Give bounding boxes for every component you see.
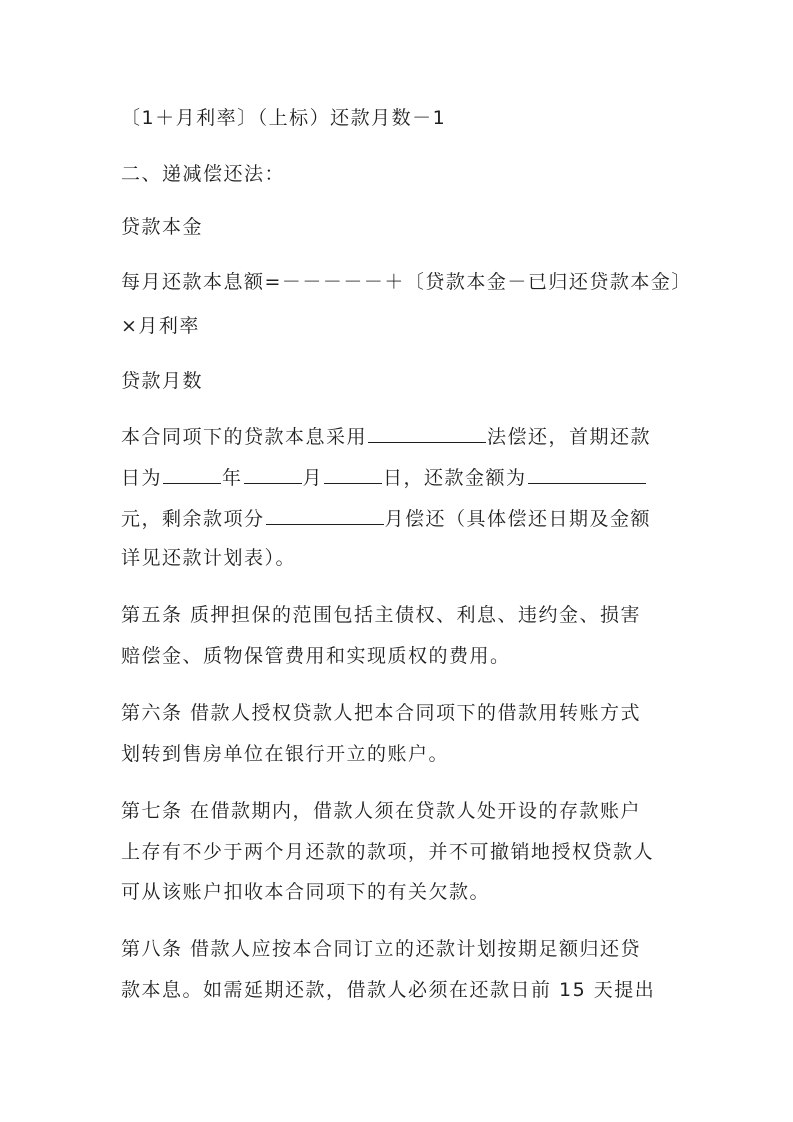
article-7-line: 上存有不少于两个月还款的款项，并不可撤销地授权贷款人	[121, 841, 655, 863]
article-7-line: 第七条 在借款期内，借款人须在贷款人处开设的存款账户	[121, 800, 642, 822]
text-segment: 元，剩余款项分	[121, 508, 265, 530]
formula-line: 〔1＋月利率〕（上标）还款月数－1	[121, 107, 447, 129]
day-blank[interactable]	[324, 465, 382, 484]
month-blank[interactable]	[244, 465, 302, 484]
article-6-line: 划转到售房单位在银行开立的账户。	[121, 743, 450, 765]
formula-line: ×月利率	[121, 315, 200, 337]
article-7-line: 可从该账户扣收本合同项下的有关欠款。	[121, 881, 491, 903]
text-segment: 本合同项下的贷款本息采用	[121, 426, 368, 448]
formula-line: 每月还款本息额=－－－－－＋〔贷款本金－已归还贷款本金〕	[121, 271, 692, 293]
text-segment: 月偿还（具体偿还日期及金额	[384, 508, 652, 530]
installments-blank[interactable]	[266, 506, 384, 525]
text-segment: 年	[222, 467, 243, 489]
article-8-line: 第八条 借款人应按本合同订立的还款计划按期足额归还贷	[121, 938, 642, 960]
paragraph-line	[121, 424, 651, 449]
year-blank[interactable]	[163, 465, 221, 484]
paragraph-line: 详见还款计划表）。	[121, 547, 297, 569]
section-heading: 二、递减偿还法：	[121, 163, 286, 185]
text-segment: 日为	[121, 467, 163, 489]
text-segment: 日，还款金额为	[383, 467, 527, 489]
paragraph-line	[121, 465, 647, 490]
formula-numerator: 贷款本金	[121, 216, 204, 238]
repayment-method-blank[interactable]	[368, 424, 486, 443]
text-segment: 法偿还，首期还款	[487, 426, 652, 448]
article-6-line: 第六条 借款人授权贷款人把本合同项下的借款用转账方式	[121, 702, 642, 724]
text-segment: 月	[302, 467, 324, 489]
paragraph-line	[121, 506, 651, 531]
article-8-line: 款本息。如需延期还款，借款人必须在还款日前 15 天提出	[121, 979, 656, 1001]
formula-denominator: 贷款月数	[121, 370, 204, 392]
article-5-line: 第五条 质押担保的范围包括主债权、利息、违约金、损害	[121, 604, 642, 626]
amount-blank[interactable]	[528, 465, 646, 484]
article-5-line: 赔偿金、质物保管费用和实现质权的费用。	[121, 645, 511, 667]
